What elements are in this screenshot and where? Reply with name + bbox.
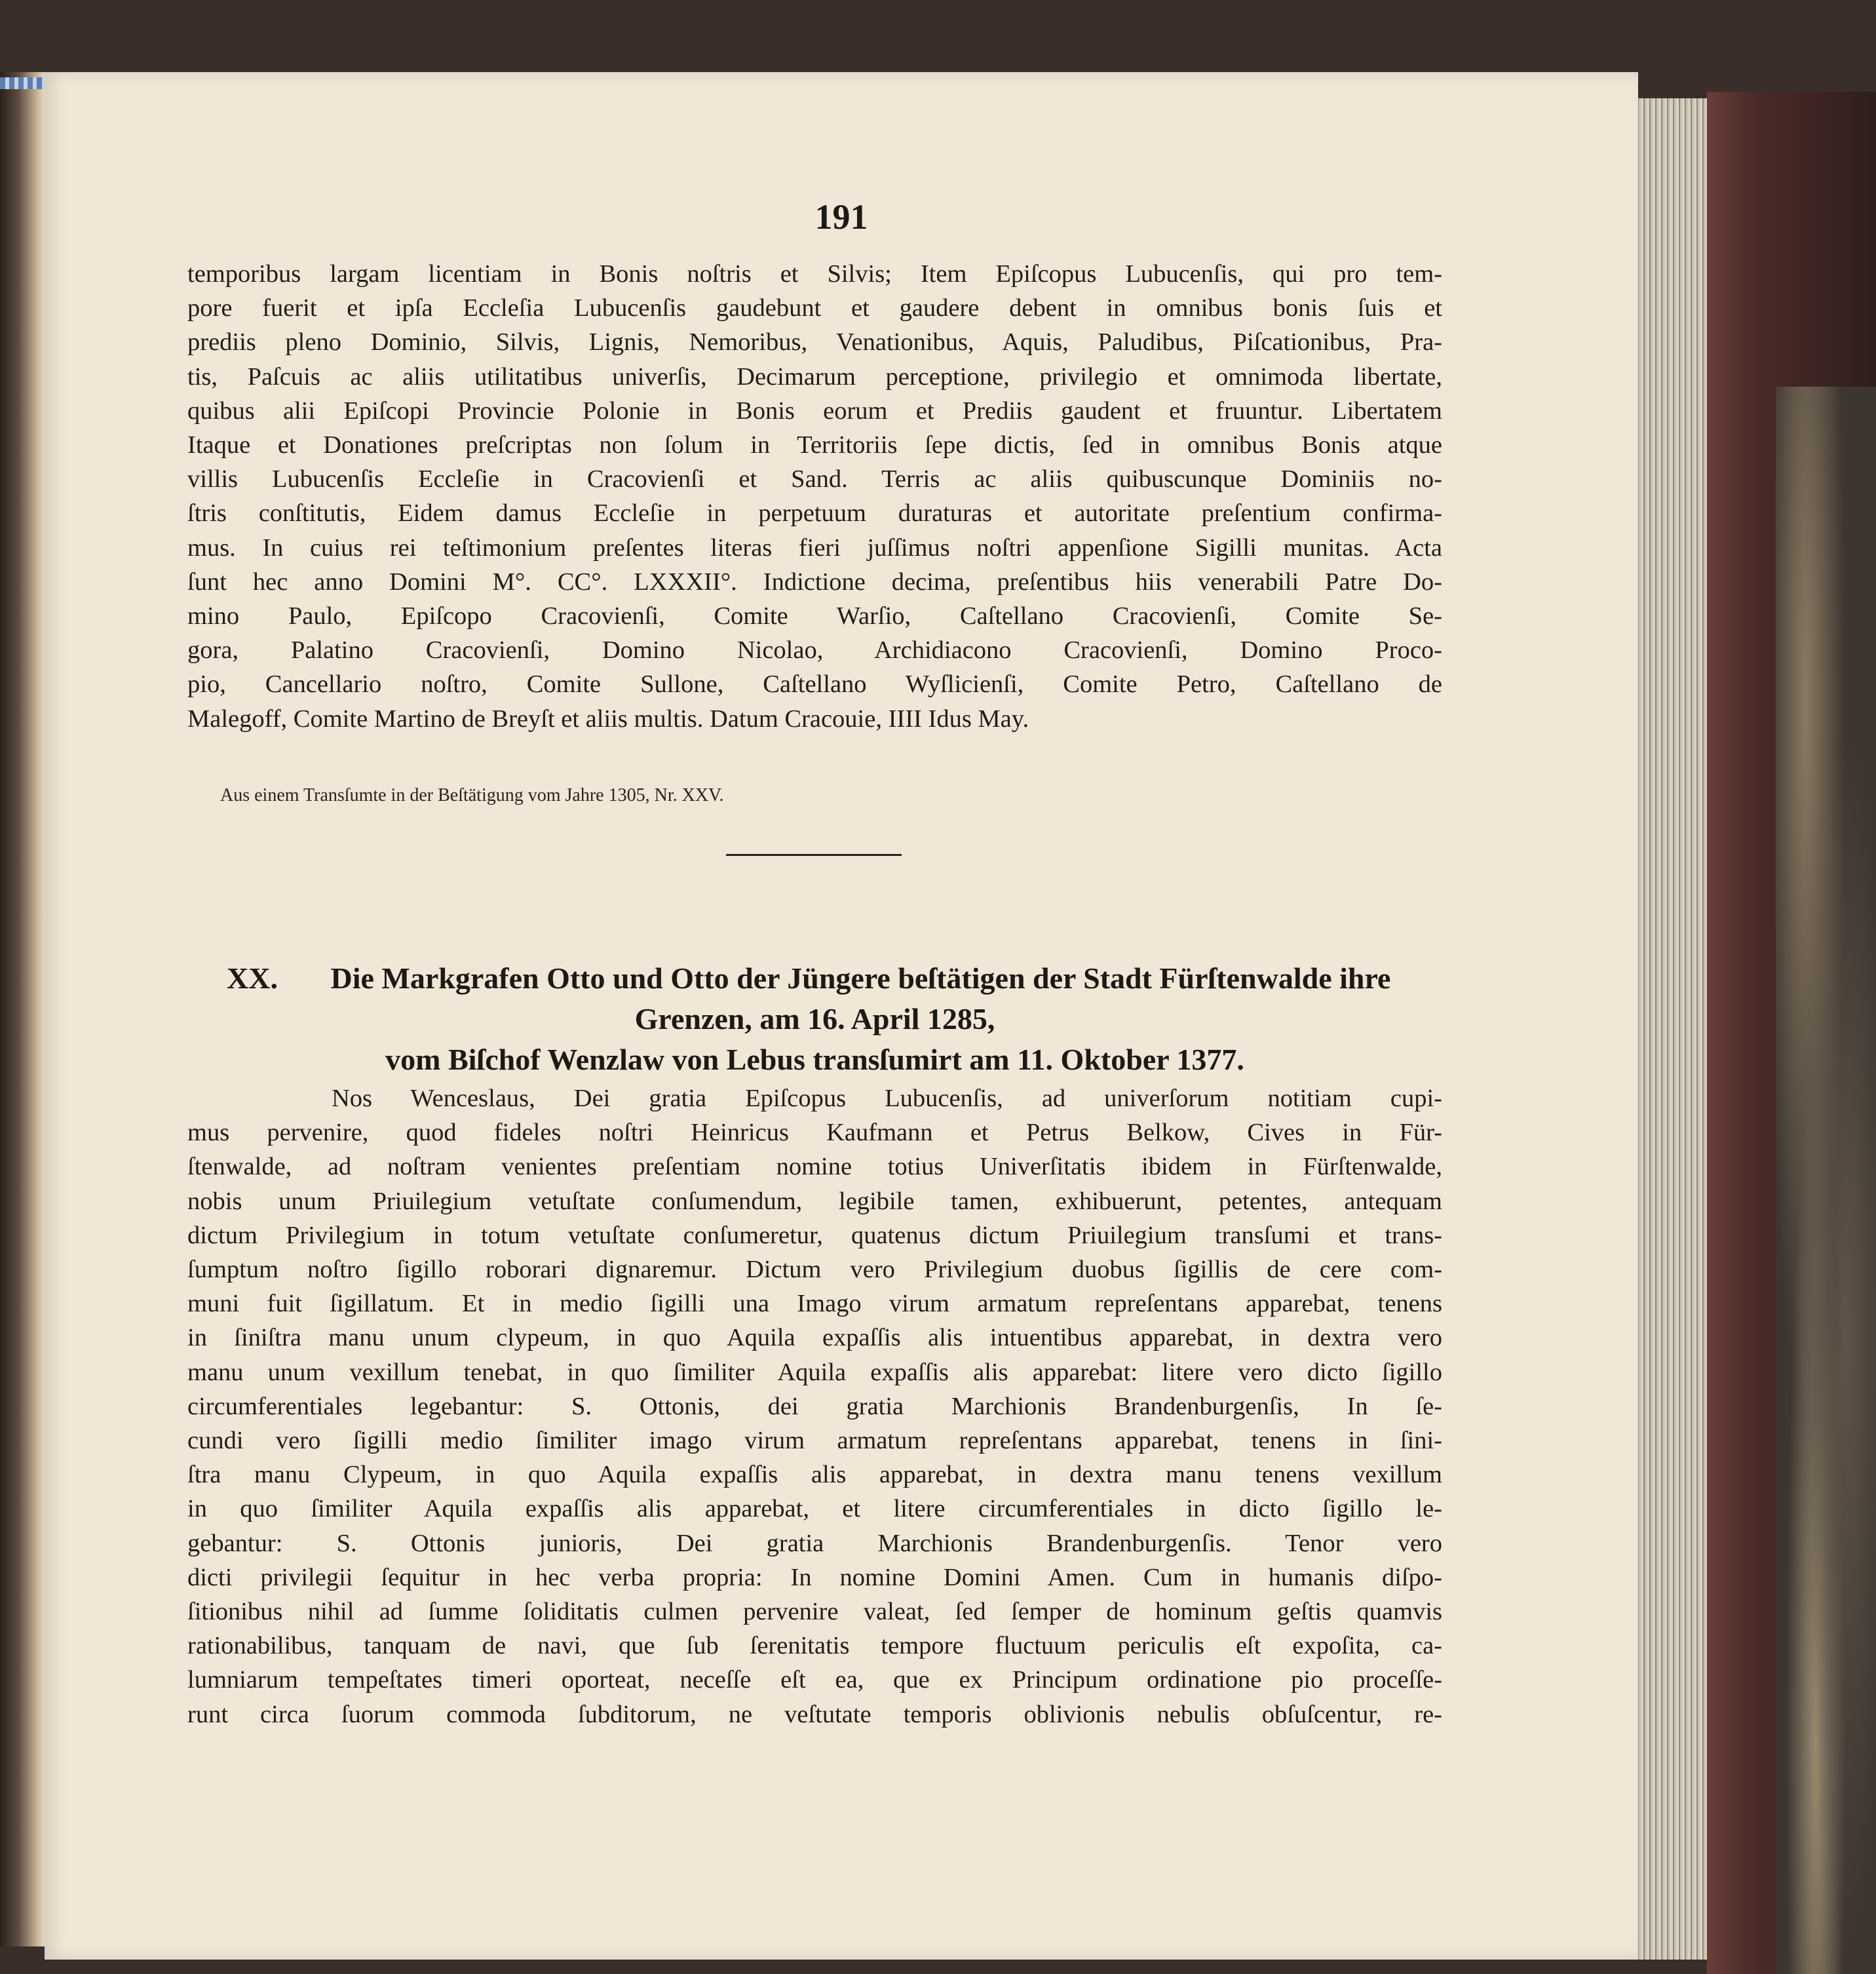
text-line: quibus alii Epiſcopi Provincie Polonie in Bonis eorum et Prediis gaudent et fruuntur. Libertatem [187,397,1442,425]
paragraph-charter-xx [187,1081,1442,1732]
text-line: villis Lubucenſis Eccleſie in Cracovienſi et Sand. Terris ac aliis quibuscunque Dominiis no- [187,465,1442,494]
heading-line: Die Markgrafen Otto und Otto der Jüngere beſtätigen der Stadt Fürſtenwalde ihre [330,961,1391,995]
left-page-edge [0,72,45,1946]
paragraph-charter-end [187,257,1442,736]
text-line: lumniarum tempeſtates timeri oporteat, neceſſe eſt ea, que ex Principum ordinatione pio proceſſe- [187,1666,1442,1694]
text-line: ſunt hec anno Domini M°. CC°. LXXXII°. Indictione decima, preſentibus hiis venerabili Patre Do- [187,568,1442,596]
section-divider [726,854,902,856]
page-block-edge [1635,98,1707,1960]
text-line: manu unum vexillum tenebat, in quo ſimiliter Aquila expaſſis alis apparebat: litere vero dicto ſigillo [187,1358,1442,1386]
text-line: ſumptum noſtro ſigillo roborari dignaremur. Dictum vero Privilegium duobus ſigillis de cere com- [187,1256,1442,1284]
text-line: pore fuerit et ipſa Eccleſia Lubucenſis gaudebunt et gaudere debent in omnibus bonis ſuis et [187,294,1442,322]
text-line: dicti privilegii ſequitur in hec verba propria: In nomine Domini Amen. Cum in humanis diſpo- [187,1563,1442,1591]
text-line: nobis unum Priuilegium vetuſtate conſumendum, legibile tamen, exhibuerunt, petentes, antequam [187,1187,1442,1215]
text-line: dictum Privilegium in totum vetuſtate conſumeretur, quatenus dictum Priuilegium transſumi et trans- [187,1221,1442,1249]
text-line: runt circa ſuorum commoda ſubditorum, ne veſtutate temporis oblivionis nebulis obſuſcentur, re- [187,1700,1442,1728]
text-line: rationabilibus, tanquam de navi, que ſub ſerenitatis tempore fluctuum periculis eſt expoſita, ca- [187,1632,1442,1660]
text-line: mino Paulo, Epiſcopo Cracovienſi, Comite Warſio, Caſtellano Cracovienſi, Comite Se- [187,602,1442,630]
section-heading [187,958,1442,1080]
text-line: tis, Paſcuis ac aliis utilitatibus univerſis, Decimarum perceptione, privilegio et omnimoda libertate, [187,362,1442,391]
binding-rail [0,77,46,89]
text-line: pio, Cancellario noſtro, Comite Sullone, Caſtellano Wyſlicienſi, Comite Petro, Caſtellano de [187,670,1442,699]
marbled-endpaper [1776,387,1876,1974]
text-line: ſtenwalde, ad noſtram venientes preſentiam nomine totius Univerſitatis ibidem in Fürſtenwalde, [187,1153,1442,1181]
text-line: muni fuit ſigillatum. Et in medio ſigilli una Imago virum armatum repreſentans apparebat, tenens [187,1290,1442,1318]
text-line: ſtris conſtitutis, Eidem damus Eccleſie in perpetuum duraturas et autoritate preſentium confirma- [187,499,1442,528]
text-line: mus pervenire, quod fideles noſtri Heinricus Kaufmann et Petrus Belkow, Cives in Für- [187,1119,1442,1147]
text-line: mus. In cuius rei teſtimonium preſentes literas fieri juſſimus noſtri appenſione Sigilli munitas. Acta [187,533,1442,562]
text-line: Nos Wenceslaus, Dei gratia Epiſcopus Lubucenſis, ad univerſorum notitiam cupi- [332,1085,1442,1112]
text-line: in ſiniſtra manu unum clypeum, in quo Aquila expaſſis alis intuentibus apparebat, in dextra vero [187,1324,1442,1352]
heading-line: Grenzen, am 16. April 1285, [634,1002,995,1035]
text-line: cundi vero ſigilli medio ſimiliter imago virum armatum repreſentans apparebat, tenens in ſini- [187,1427,1442,1455]
heading-line: vom Biſchof Wenzlaw von Lebus transſumirt am 11. Oktober 1377. [385,1043,1244,1076]
text-line: Itaque et Donationes preſcriptas non ſolum in Territoriis ſepe dictis, ſed in omnibus Bonis atque [187,431,1442,459]
text-line: circumferentiales legebantur: S. Ottonis, dei gratia Marchionis Brandenburgenſis, In ſe- [187,1392,1442,1420]
section-numeral: XX. [227,961,278,995]
text-line: in quo ſimiliter Aquila expaſſis alis apparebat, et litere circumferentiales in dicto ſigillo le- [187,1495,1442,1523]
text-line: temporibus largam licentiam in Bonis noſtris et Silvis; Item Epiſcopus Lubucenſis, qui pro tem- [187,260,1442,288]
text-line: gora, Palatino Cracovienſi, Domino Nicolao, Archidiacono Cracovienſi, Domino Proco- [187,636,1442,665]
source-note: Aus einem Transſumte in der Beſtätigung vom Jahre 1305, Nr. XXV. [220,785,724,805]
text-line: ſtra manu Clypeum, in quo Aquila expaſſis alis apparebat, in dextra manu tenens vexillum [187,1461,1442,1489]
text-line: prediis pleno Dominio, Silvis, Lignis, Nemoribus, Venationibus, Aquis, Paludibus, Piſcationibus, Pra- [187,328,1442,357]
text-line: ſitionibus nihil ad ſumme ſoliditatis culmen pervenire valeat, ſed ſemper de hominum geſtis quamvis [187,1598,1442,1626]
text-line: gebantur: S. Ottonis junioris, Dei gratia Marchionis Brandenburgenſis. Tenor vero [187,1529,1442,1557]
text-line: Malegoff, Comite Martino de Breyſt et aliis multis. Datum Cracouie, IIII Idus May. [187,705,1029,733]
book-page [45,72,1638,1960]
page-number: 191 [814,197,868,237]
